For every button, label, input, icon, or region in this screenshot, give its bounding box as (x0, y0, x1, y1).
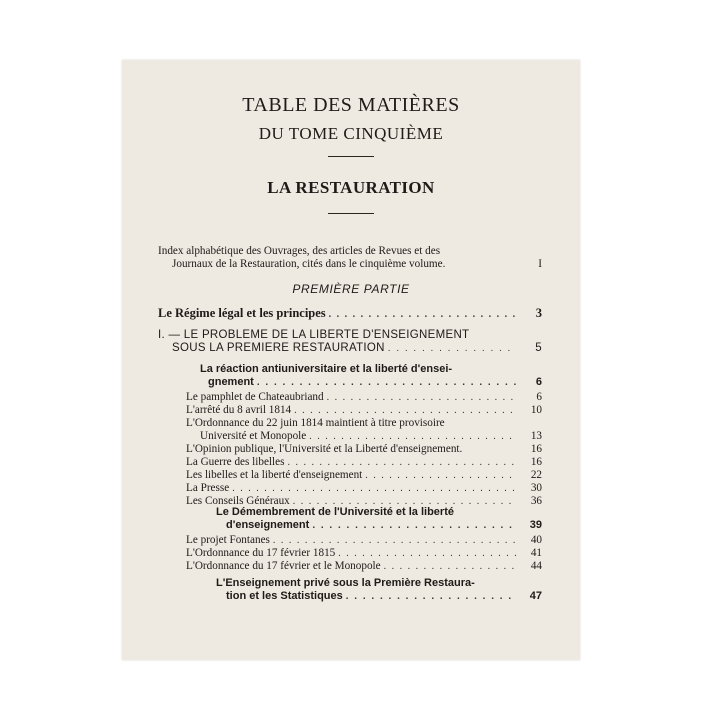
toc-page-number: I (538, 258, 542, 270)
toc-page-number: 30 (530, 482, 542, 494)
page-subtitle: DU TOME CINQUIÈME (258, 124, 444, 143)
toc-entry-text: Le Régime légal et les principes (158, 306, 326, 320)
leader-dots (338, 547, 517, 560)
toc-entry (186, 404, 542, 417)
toc-chapter-line1: I. — LE PROBLEME DE LA LIBERTE D'ENSEIGNEMENT (158, 329, 470, 341)
toc-index-line2 (172, 258, 542, 271)
toc-page-number: 39 (529, 519, 542, 531)
toc-entry-line1: L'Ordonnance du 22 juin 1814 maintient à titre provisoire (186, 417, 445, 429)
toc-page-number: 41 (530, 547, 542, 559)
leader-dots (312, 519, 517, 532)
leader-dots (232, 482, 517, 495)
toc-entry-text: L'Opinion publique, l'Université et la Liberté d'enseignement. (186, 443, 463, 455)
toc-entry-text: Le pamphlet de Chateaubriand (186, 391, 324, 403)
toc-page-number: 16 (530, 443, 542, 455)
leader-dots (287, 456, 517, 469)
leader-dots (346, 590, 517, 603)
toc-page-number: 5 (535, 342, 542, 354)
divider (328, 213, 374, 214)
leader-dots (273, 534, 517, 547)
toc-subsection-line2 (226, 519, 542, 532)
leader-dots (294, 404, 517, 417)
book-page (122, 60, 580, 660)
toc-entry-text: Les libelles et la liberté d'enseignement (186, 469, 363, 481)
toc-index-line1: Index alphabétique des Ouvrages, des articles de Revues et des (158, 245, 441, 257)
toc-subsection-line1: La réaction antiuniversitaire et la liberté d'ensei- (200, 363, 453, 375)
section-title: LA RESTAURATION (267, 178, 435, 197)
toc-subsection-line1: Le Démembrement de l'Université et la liberté (216, 506, 454, 518)
page-title: TABLE DES MATIÈRES (242, 94, 460, 116)
leader-dots (329, 308, 517, 321)
toc-entry (186, 469, 542, 482)
toc-page-number: 44 (530, 560, 542, 572)
toc-entry (186, 391, 542, 404)
toc-entry-text: Le projet Fontanes (186, 534, 270, 546)
toc-entry-text: La Guerre des libelles (186, 456, 285, 468)
leader-dots (384, 560, 517, 573)
toc-page-number: 6 (535, 376, 542, 388)
toc-page-number: 16 (530, 456, 542, 468)
toc-entry (186, 534, 542, 547)
toc-entry-text: L'Ordonnance du 17 février et le Monopole (186, 560, 381, 572)
leader-dots (365, 469, 517, 482)
toc-entry (186, 443, 542, 456)
toc-page-number: 6 (536, 391, 542, 403)
toc-page-number: 40 (530, 534, 542, 546)
toc-page-number: 13 (530, 430, 542, 442)
toc-subsection-line2 (208, 376, 542, 389)
toc-entry-text: tion et les Statistiques (226, 590, 343, 602)
toc-subsection-line2 (226, 590, 542, 603)
toc-entry-text: La Presse (186, 482, 230, 494)
toc-entry-text: Université et Monopole (200, 430, 307, 442)
toc-entry-text: L'Ordonnance du 17 février 1815 (186, 547, 336, 559)
toc-entry (200, 430, 542, 443)
part-label: PREMIÈRE PARTIE (292, 282, 410, 296)
toc-entry (186, 560, 542, 573)
leader-dots (388, 342, 517, 355)
toc-page-number: 3 (535, 306, 542, 320)
toc-page-number: 22 (530, 469, 542, 481)
toc-entry-regime (158, 307, 542, 321)
toc-entry (186, 456, 542, 469)
toc-entry-text: Journaux de la Restauration, cités dans le cinquième volume. (172, 258, 446, 270)
toc-entry-text: Les Conseils Généraux (186, 495, 290, 507)
toc-entry-text: d'enseignement (226, 519, 310, 531)
toc-entry (186, 547, 542, 560)
divider (328, 156, 374, 157)
toc-page-number: 10 (530, 404, 542, 416)
leader-dots (309, 430, 517, 443)
toc-chapter-line2 (172, 342, 542, 355)
toc-entry-text: SOUS LA PREMIERE RESTAURATION (172, 342, 385, 354)
toc-subsection-line1: L'Enseignement privé sous la Première Restaura- (216, 577, 475, 589)
leader-dots (327, 391, 517, 404)
leader-dots (257, 376, 517, 389)
toc-entry-text: gnement (208, 376, 254, 388)
toc-page-number: 47 (529, 590, 542, 602)
toc-page-number: 36 (530, 495, 542, 507)
toc-entry-text: L'arrêté du 8 avril 1814 (186, 404, 292, 416)
toc-entry (186, 482, 542, 495)
